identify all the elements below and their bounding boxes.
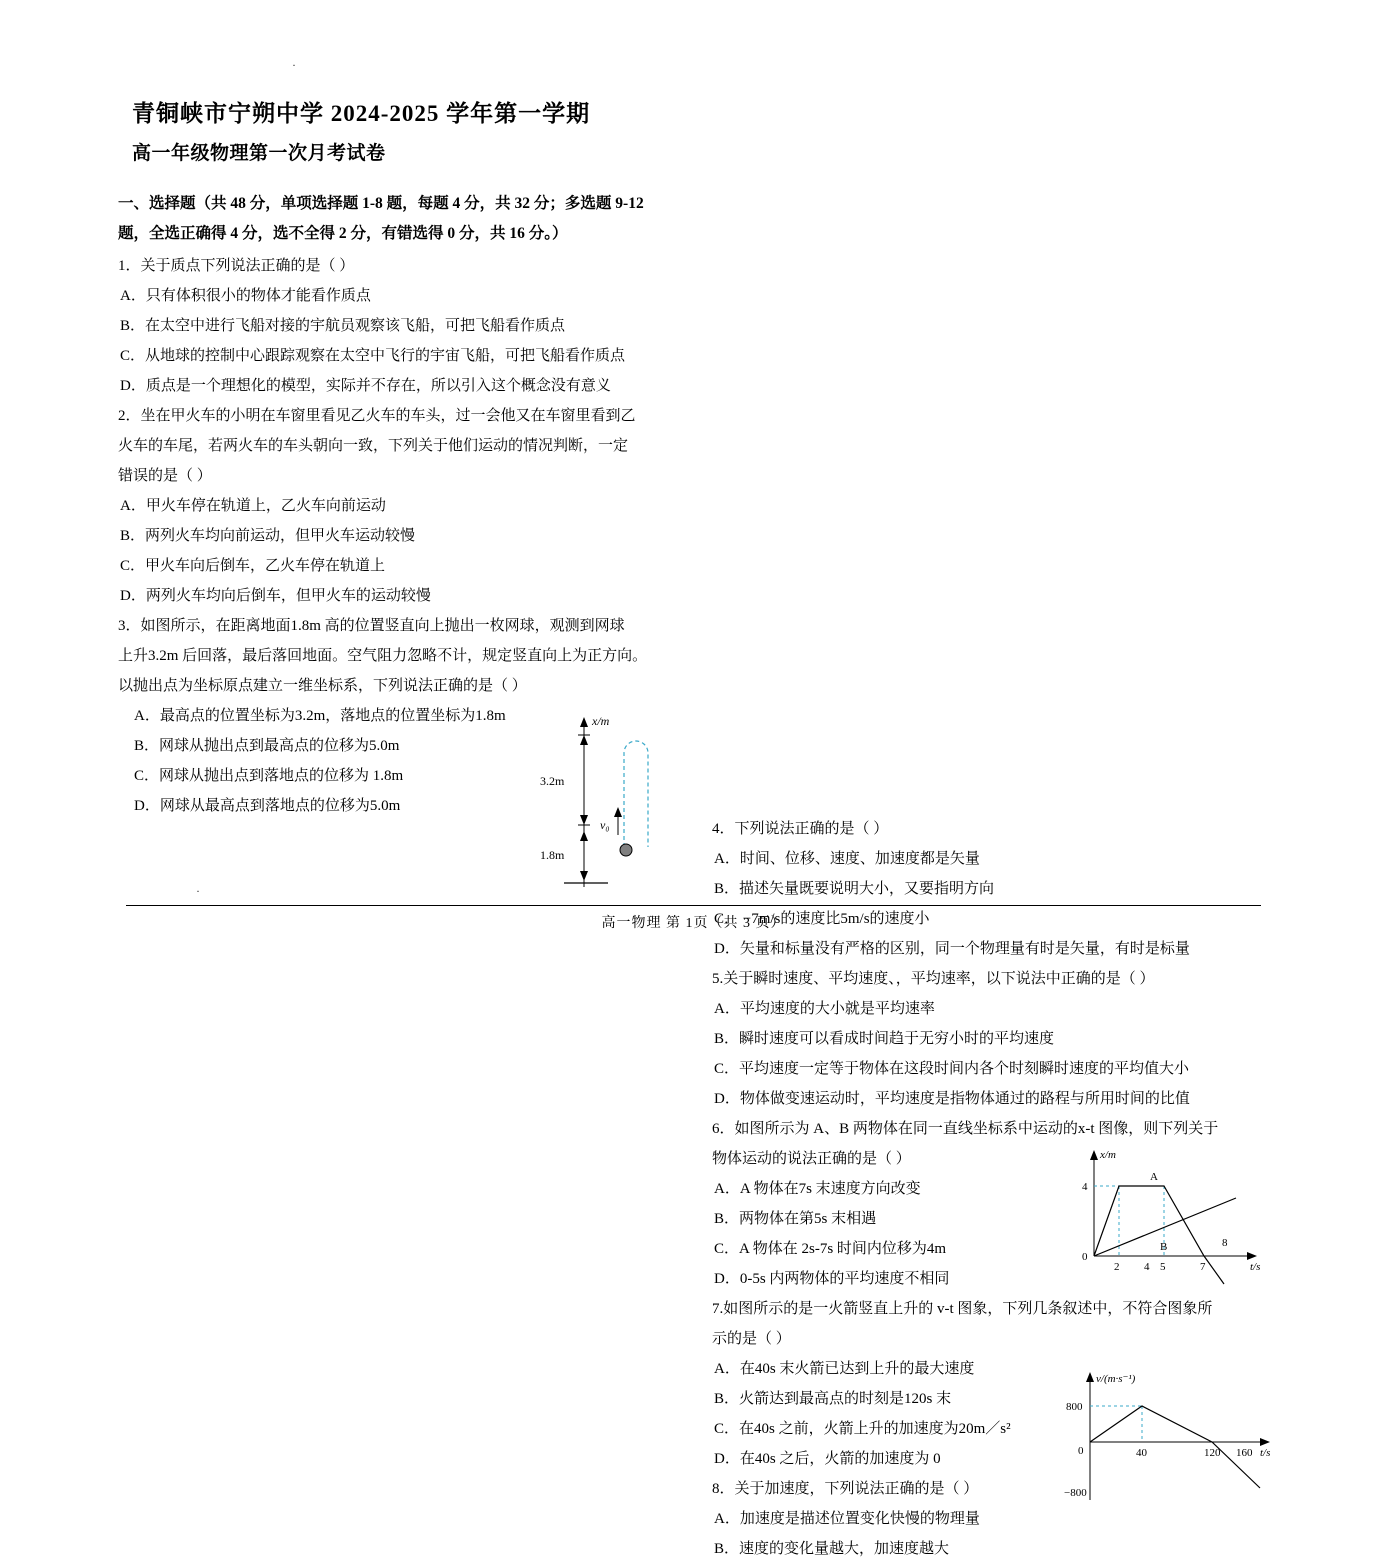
figure-q6-x-tick-5: 5 bbox=[1160, 1261, 1166, 1273]
figure-q7-y-tick-neg: −800 bbox=[1064, 1487, 1087, 1499]
left-column bbox=[118, 95, 683, 862]
figure-q6-curve-a: A bbox=[1150, 1171, 1158, 1183]
question-2-option-c: C．甲火车向后倒车，乙火车停在轨道上 bbox=[120, 558, 386, 574]
question-8-option-a: A．加速度是描述位置变化快慢的物理量 bbox=[714, 1511, 980, 1527]
figure-q7-x-tick-120: 120 bbox=[1204, 1447, 1221, 1459]
figure-q3-axis-label: x/m bbox=[592, 714, 610, 728]
figure-q7-x-tick-160: 160 bbox=[1236, 1447, 1253, 1459]
section-heading-line2: 题，全选正确得 4 分，选不全得 2 分，有错选得 0 分，共 16 分。） bbox=[118, 225, 568, 242]
question-4-option-d: D．矢量和标量没有严格的区别，同一个物理量有时是矢量，有时是标量 bbox=[714, 941, 1190, 957]
section-heading-line1: 一、选择题（共 48 分，单项选择题 1-8 题，每题 4 分，共 32 分；多选题 9-12 bbox=[118, 195, 644, 212]
question-6-stem-line1: 6．如图所示为 A、B 两物体在同一直线坐标系中运动的x-t 图像，则下列关于 bbox=[712, 1121, 1219, 1137]
bottom-page-mark: · bbox=[196, 884, 200, 898]
question-2-stem-line2: 火车的车尾，若两火车的车头朝向一致，下列关于他们运动的情况判断，一定 bbox=[118, 438, 629, 454]
figure-q7-origin: 0 bbox=[1078, 1445, 1084, 1457]
figure-q6-origin: 0 bbox=[1082, 1251, 1088, 1263]
figure-question-3 bbox=[538, 707, 698, 887]
question-2-option-d: D．两列火车均向后倒车，但甲火车的运动较慢 bbox=[120, 588, 431, 604]
question-6-option-a: A．A 物体在7s 末速度方向改变 bbox=[714, 1181, 921, 1197]
question-7-option-d: D．在40s 之后，火箭的加速度为 0 bbox=[714, 1451, 941, 1467]
page-footer bbox=[0, 895, 1387, 932]
question-1-option-b: B．在太空中进行飞船对接的宇航员观察该飞船，可把飞船看作质点 bbox=[120, 318, 566, 334]
figure-q7-x-label: t/s bbox=[1260, 1447, 1271, 1459]
question-6-option-d: D．0-5s 内两物体的平均速度不相同 bbox=[714, 1271, 950, 1287]
question-3-stem-line3: 以抛出点为坐标原点建立一维坐标系，下列说法正确的是（ ） bbox=[118, 678, 527, 694]
question-3-stem-line1: 3．如图所示，在距离地面1.8m 高的位置竖直向上抛出一枚网球，观测到网球 bbox=[118, 618, 625, 634]
question-8-option-b: B．速度的变化量越大，加速度越大 bbox=[714, 1541, 950, 1557]
question-5-stem: 5.关于瞬时速度、平均速度、，平均速率，以下说法中正确的是（ ） bbox=[712, 971, 1155, 987]
question-5-option-a: A．平均速度的大小就是平均速率 bbox=[714, 1001, 935, 1017]
figure-q6-x-tick-7: 7 bbox=[1200, 1261, 1206, 1273]
figure-q6-x-tick-8: 8 bbox=[1222, 1237, 1228, 1249]
question-5-option-c: C．平均速度一定等于物体在这段时间内各个时刻瞬时速度的平均值大小 bbox=[714, 1061, 1190, 1077]
question-5-option-b: B．瞬时速度可以看成时间趋于无穷小时的平均速度 bbox=[714, 1031, 1055, 1047]
question-2-option-b: B．两列火车均向前运动，但甲火车运动较慢 bbox=[120, 528, 416, 544]
figure-q6-x-tick-4: 4 bbox=[1144, 1261, 1150, 1273]
question-3-option-b: B．网球从抛出点到最高点的位移为5.0m bbox=[134, 738, 400, 754]
figure-question-6 bbox=[1064, 1146, 1279, 1286]
question-3-option-c: C．网球从抛出点到落地点的位移为 1.8m bbox=[134, 768, 404, 784]
figure-q6-y-tick: 4 bbox=[1082, 1181, 1088, 1193]
figure-q7-x-tick-40: 40 bbox=[1136, 1447, 1147, 1459]
figure-q3-velocity-label: v₀ bbox=[600, 818, 610, 832]
figure-q3-label-top: 3.2m bbox=[540, 774, 565, 788]
top-page-mark: · bbox=[292, 58, 296, 72]
figure-q3-label-bottom: 1.8m bbox=[540, 848, 565, 862]
question-4-option-c: C． −7m/s的速度比5m/s的速度小 bbox=[714, 911, 930, 927]
question-7-option-b: B．火箭达到最高点的时刻是120s 末 bbox=[714, 1391, 952, 1407]
question-1-option-a: A．只有体积很小的物体才能看作质点 bbox=[120, 288, 371, 304]
figure-q6-y-label: x/m bbox=[1100, 1149, 1116, 1161]
question-7-stem-line1: 7.如图所示的是一火箭竖直上升的 v-t 图象，下列几条叙述中，不符合图象所 bbox=[712, 1301, 1213, 1317]
figure-q7-y-label: v/(m·s⁻¹) bbox=[1096, 1373, 1136, 1385]
question-1-option-c: C．从地球的控制中心跟踪观察在太空中飞行的宇宙飞船，可把飞船看作质点 bbox=[120, 348, 626, 364]
figure-q6-curve-b: B bbox=[1160, 1241, 1168, 1253]
question-7-stem-line2: 示的是（ ） bbox=[712, 1331, 791, 1347]
page-title: 青铜峡市宁朔中学 2024-2025 学年第一学期 bbox=[132, 101, 591, 126]
question-2-option-a: A．甲火车停在轨道上，乙火车向前运动 bbox=[120, 498, 386, 514]
question-4-stem: 4．下列说法正确的是（ ） bbox=[712, 821, 889, 837]
figure-q6-x-tick-2: 2 bbox=[1114, 1261, 1120, 1273]
footer-text: 高一物理 第 1页（共 3 页） bbox=[601, 916, 786, 931]
question-7-option-c: C．在40s 之前，火箭上升的加速度为20m／s² bbox=[714, 1421, 1011, 1437]
question-3-stem-line2: 上升3.2m 后回落，最后落回地面。空气阻力忽略不计，规定竖直向上为正方向。 bbox=[118, 648, 648, 664]
figure-q7-y-tick-pos: 800 bbox=[1066, 1401, 1083, 1413]
question-2-stem-line3: 错误的是（ ） bbox=[118, 468, 212, 484]
question-6-stem-line2: 物体运动的说法正确的是（ ） bbox=[712, 1151, 911, 1167]
question-1-stem: 1．关于质点下列说法正确的是（ ） bbox=[118, 258, 355, 274]
page-subtitle: 高一年级物理第一次月考试卷 bbox=[132, 143, 386, 164]
question-6-option-b: B．两物体在第5s 末相遇 bbox=[714, 1211, 877, 1227]
question-7-option-a: A．在40s 末火箭已达到上升的最大速度 bbox=[714, 1361, 975, 1377]
figure-q6-x-label: t/s bbox=[1250, 1261, 1261, 1273]
question-1-option-d: D．质点是一个理想化的模型，实际并不存在，所以引入这个概念没有意义 bbox=[120, 378, 611, 394]
question-6-option-c: C．A 物体在 2s-7s 时间内位移为4m bbox=[714, 1241, 947, 1257]
question-4-option-a: A．时间、位移、速度、加速度都是矢量 bbox=[714, 851, 980, 867]
question-4-option-b: B．描述矢量既要说明大小，又要指明方向 bbox=[714, 881, 995, 897]
question-3-option-a: A．最高点的位置坐标为3.2m，落地点的位置坐标为1.8m bbox=[134, 708, 506, 724]
figure-question-7 bbox=[1064, 1370, 1279, 1520]
question-8-stem: 8．关于加速度，下列说法正确的是（ ） bbox=[712, 1481, 979, 1497]
question-5-option-d: D．物体做变速运动时，平均速度是指物体通过的路程与所用时间的比值 bbox=[714, 1091, 1190, 1107]
question-2-stem-line1: 2．坐在甲火车的小明在车窗里看见乙火车的车头，过一会他又在车窗里看到乙 bbox=[118, 408, 636, 424]
question-3-option-d: D．网球从最高点到落地点的位移为5.0m bbox=[134, 798, 401, 814]
footer-divider bbox=[126, 895, 1261, 906]
